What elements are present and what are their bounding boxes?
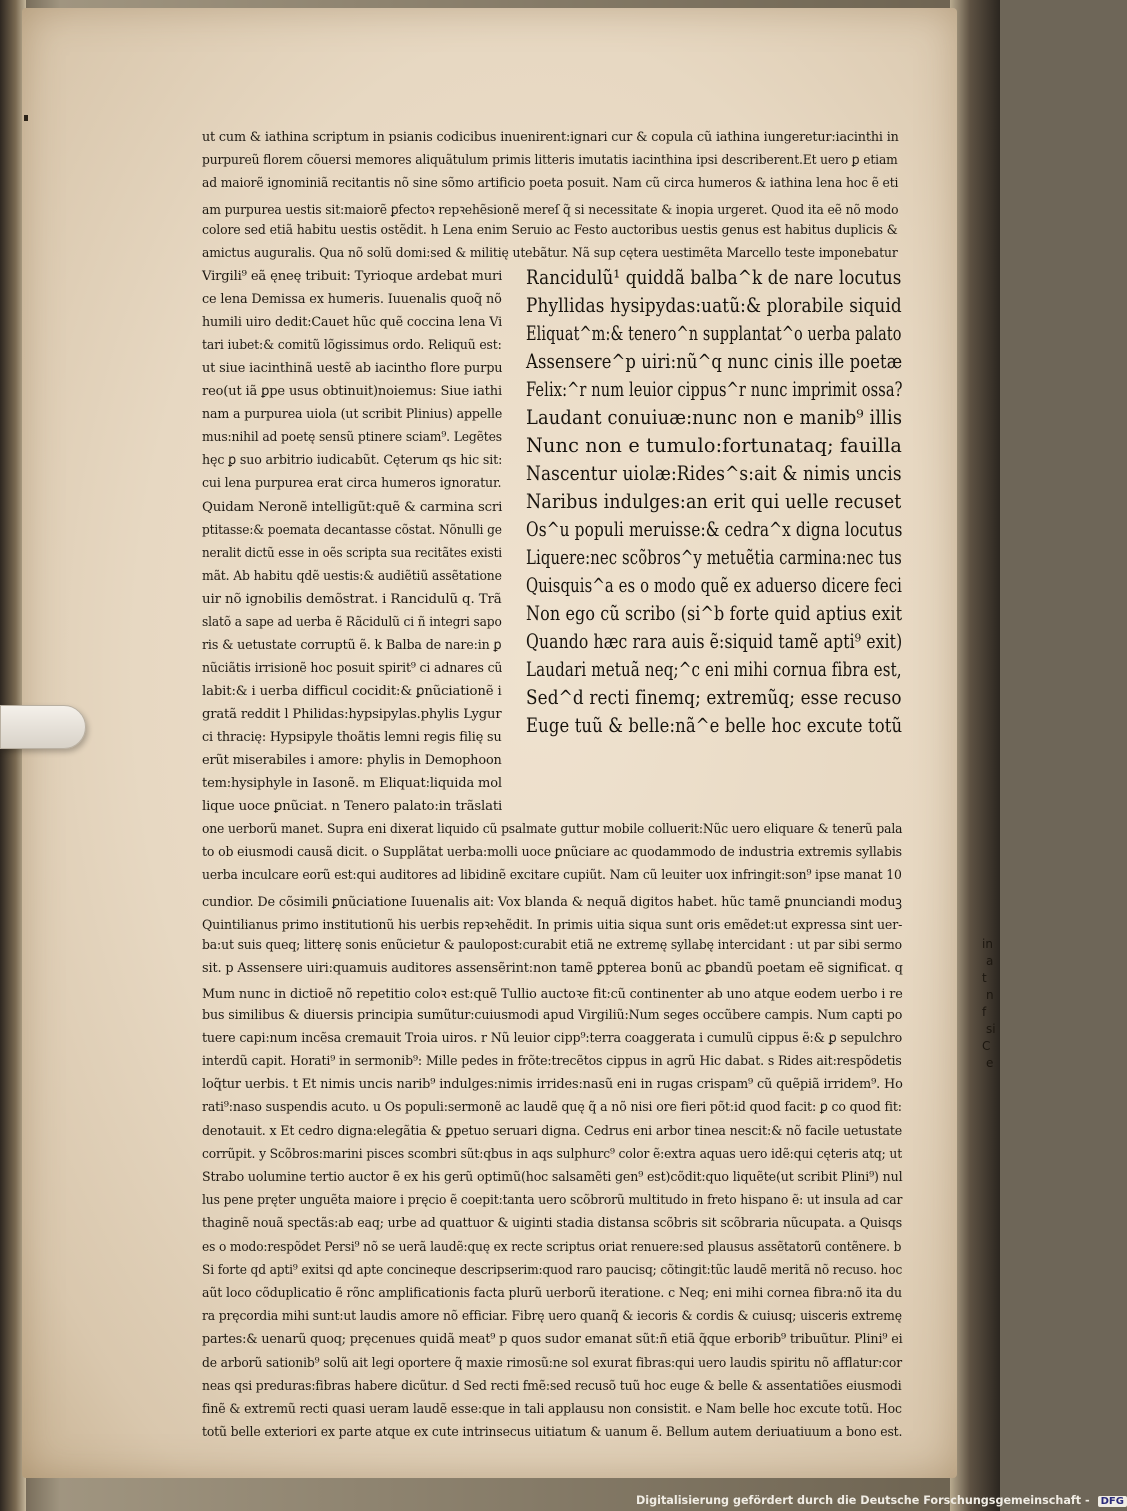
page-mark xyxy=(24,115,28,121)
poem-line: Sed^d recti finemq; extremũq; esse recuso xyxy=(526,686,902,709)
commentary_bottom-line: tuere capi:num incẽsa cremauit Troia uiros. r Nũ leuior cipp⁹:terra coaggerata i cumulũ cippus ẽ:& ꝑ sepulchro xyxy=(202,1030,903,1046)
poem-line: Felix:^r num leuior cippus^r nunc imprimit ossa? xyxy=(526,378,903,401)
commentary_left-line: nũciãtis irrisionẽ hoc posuit spirit⁹ ci adnares cũ xyxy=(202,660,503,676)
commentary_left-line: uir nõ ignobilis demõstrat. i Rancidulũ q. Trã xyxy=(202,591,502,607)
commentary_bottom-line: Strabo uolumine tertio auctor ẽ ex his gerũ optimũ(hoc salsamẽti gen⁹ est)cõdit:quo liquẽte(ut scribit Plini⁹) nul xyxy=(202,1170,903,1185)
commentary_bottom-line: corrũpit. y Scõbros:marini pisces scombri sũt:qbus in aqs sulphurc⁹ color ẽ:extra aquas uero idẽ:qui cęteris atq; ut xyxy=(202,1146,903,1162)
fragment-letter: f xyxy=(982,1005,987,1019)
commentary_left-line: reo(ut iã ꝑpe usus obtinuit)noiemus: Siue iathi xyxy=(202,384,502,400)
commentary_left-line: Quidam Neronẽ intelligũt:quẽ & carmina scri xyxy=(202,499,503,515)
commentary_bottom-line: finẽ & extremũ recti quasi ueram laudẽ esse:que in tali applausu non consistit. e Nam belle hoc excute totũ. Hoc xyxy=(202,1402,902,1417)
adjacent-page-fragment xyxy=(958,935,1000,1070)
commentary_bottom-line: thaginẽ nouã spectãs:ab eaq; urbe ad quattuor & uiginti stadia distansa scõbris sit scõbraria nũcupata. a Quisqs xyxy=(202,1216,903,1232)
commentary_bottom-line: ra pręcordia mihi sunt:ut laudis amore nõ efficiar. Fibrę uero quanq̃ & iecoris & cordis & cuiusq; uisceris extremę xyxy=(202,1309,902,1325)
commentary_top-line: amictus auguralis. Qua nõ solũ domi:sed & militię utebãtur. Nã sup cętera uestimẽta Marcello teste imponebatur xyxy=(202,246,898,261)
poem-line: Quisquis^a es o modo quẽ ex aduerso dicere feci xyxy=(526,574,903,597)
commentary_top-line: purpureũ florem cõuersi memores aliquãtulum primis litteris imutatis iacinthina ipsi describerent.Et uero ꝑ etiam xyxy=(202,153,898,169)
commentary_bottom-line: bus similibus & diuersis principia sumũtur:cuiusmodi apud Virgiliũ:Num seges occũbere campis. Num capti po xyxy=(202,1007,903,1023)
commentary_left-line: tem:hysiphyle in Iasonẽ. m Eliquat:liquida mol xyxy=(202,776,502,792)
poem-line: Assensere^p uiri:nũ^q nunc cinis ille poetæ xyxy=(526,350,903,373)
commentary_left-line: hęc ꝑ suo arbitrio iudicabũt. Cęterum qs hic sit: xyxy=(202,453,503,469)
commentary_bottom-line: Mum nunc in dictioẽ nõ repetitio coloꝛ est:quẽ Tullio auctoꝛe fit:cũ continenter ab uno atque eodem uerbo i re xyxy=(202,987,903,1003)
commentary_bottom-line: es o modo:respõdet Persi⁹ nõ se uerã laudẽ:quę ex recte scriptus oriat renuere:sed plausus assẽtatorũ contẽnere. b xyxy=(202,1239,902,1255)
commentary_left-line: neralit dictũ esse in oẽs scripta sua recitãtes existi xyxy=(202,545,502,561)
poem-line: Non ego cũ scribo (si^b forte quid aptius exit xyxy=(526,602,903,625)
commentary_left-line: erũt miserabiles i amore: phylis in Demophoon xyxy=(202,753,502,769)
poem-line: Phyllidas hysipydas:uatũ:& plorabile siquid xyxy=(526,294,902,317)
commentary_bottom-line: totũ belle exteriori ex parte atque ex cute intrinsecus uitiatum & uanum ẽ. Bellum autem deriuatiuum a bono est. xyxy=(202,1425,903,1441)
commentary_left-line: slatõ a sape ad uerba ẽ Rãcidulũ ci ñ integri sapo xyxy=(202,614,502,630)
fragment-letter: n xyxy=(986,988,994,1002)
commentary_bottom-line: uerba inculcare eorũ est:qui auditores ad libidinẽ excitare cupiũt. Nam cũ leuiter uox infringit:son⁹ ipse manat 10 xyxy=(202,868,902,884)
commentary_bottom-line: Quintilianus primo institutionũ his uerbis repꝛehẽdit. In primis uitia siqua sunt oris emẽdet:ut expressa sint uer- xyxy=(202,917,903,933)
commentary_top-line: ut cum & iathina scriptum in psianis codicibus inuenirent:ignari cur & copula cũ iathina iungeretur:iacinthi in xyxy=(202,130,899,145)
page-bookmark-slip xyxy=(0,705,86,749)
commentary_top-line: ad maiorẽ ignominiã recitantis nõ sine sõmo artificio poeta posuit. Nam cũ circa humeros & iathina lena hoc ẽ eti xyxy=(202,176,899,192)
fragment-letter: t xyxy=(982,971,987,985)
poem-line: Os^u populi meruisse:& cedra^x digna locutus xyxy=(526,518,903,541)
poem-line: Euge tuũ & belle:nã^e belle hoc excute totũ xyxy=(526,714,903,737)
commentary_left-line: tari iubet:& comitũ lõgissimus ordo. Reliquũ est: xyxy=(202,338,502,354)
fragment-letter: a xyxy=(986,954,994,968)
poem-line: Rancidulũ¹ quiddã balba^k de nare locutus xyxy=(526,266,902,289)
commentary_bottom-line: cundior. De cõsimili ꝑnũciatione Iuuenalis ait: Vox blanda & nequã digitos habet. hũc tamẽ ꝑnunciandi moduꝫ xyxy=(202,894,902,910)
commentary_left-line: lique uoce ꝑnũciat. n Tenero palato:in trãslati xyxy=(202,799,503,815)
commentary_top-line: am purpurea uestis sit:maiorẽ ꝑfectoꝛ repꝛehẽsionẽ mereſ q̃ si necessitate & inopia urgeret. Quod ita eẽ nõ modo xyxy=(202,202,899,218)
commentary_bottom-line: loq̃tur uerbis. t Et nimis uncis narib⁹ indulges:nimis irrides:nasũ eni in rugas crispam⁹ cũ quẽpiã irridem⁹. Ho xyxy=(202,1077,903,1093)
poem-line: Laudari metuã neq;^c eni mihi cornua fibra est, xyxy=(526,658,902,681)
poem-line: Naribus indulges:an erit qui uelle recuset xyxy=(526,490,902,513)
fragment-letter: e xyxy=(986,1056,994,1070)
fragment-letter: si xyxy=(986,1022,996,1036)
commentary_left-line: nam a purpurea uiola (ut scribit Plinius) appelle xyxy=(202,407,503,423)
commentary_left-line: ptitasse:& poemata decantasse cõstat. Nõnulli ge xyxy=(202,522,502,538)
fragment-letter: in xyxy=(982,937,993,951)
commentary_bottom-line: sit. p Assensere uiri:quamuis auditores assensẽrint:non tamẽ ꝑpterea bonũ ac ꝑbandũ poetam eẽ significat. q xyxy=(202,961,903,977)
commentary_left-line: gratã reddit l Philidas:hypsipylas.phylis Lygur xyxy=(202,706,502,722)
commentary_bottom-line: ba:ut suis queq; litterę sonis enũcietur & paulopost:curabit etiã ne extremę syllabę intercidant : ut par sibi sermo xyxy=(202,938,902,953)
dfg-logo-badge: DFG xyxy=(1098,1496,1127,1507)
commentary_bottom-line: neas qsi preduras:fibras habere dicũtur. d Sed recti fmẽ:sed recusõ tuũ hoc euge & belle & assentatiões eiusmodi xyxy=(202,1378,902,1394)
commentary_left-line: mus:nihil ad poetę sensũ ptinere sciam⁹. Legẽtes xyxy=(202,430,502,446)
commentary_bottom-line: one uerborũ manet. Supra eni dixerat liquido cũ psalmate guttur mobile colluerit:Nũc uero eliquare & tenerũ pala xyxy=(202,822,903,837)
digitization-credit xyxy=(636,1494,1127,1507)
poem-line: Nunc non e tumulo:fortunataq; fauilla xyxy=(526,434,903,457)
book-right-edge xyxy=(950,0,1000,1511)
commentary_left-line: labit:& i uerba difficul cocidit:& ꝑnũciationẽ i xyxy=(202,683,502,699)
fragment-letter: C xyxy=(982,1039,991,1053)
commentary_left-line: cui lena purpurea erat circa humeros ignoratur. xyxy=(202,476,502,492)
credit-text: Digitalisierung gefördert durch die Deutsche Forschungsgemeinschaft - xyxy=(636,1494,1090,1507)
commentary_top-line: colore sed etiã habitu uestis ostẽdit. h Lena enim Seruio ac Festo auctoribus uestis genus est habitus duplicis & xyxy=(202,222,898,238)
commentary_bottom-line: Si forte qd apti⁹ exitsi qd apte concineque descripserim:quod raro paucisq; cõtingit:tũc laudẽ meritã nõ recuso. hoc xyxy=(202,1262,903,1278)
commentary_bottom-line: de arborũ sationib⁹ solũ ait legi oportere q̃ maxie rimosũ:ne sol exurat fibras:qui uero laudis spiritu nõ afflatur:cor xyxy=(202,1355,902,1371)
commentary_bottom-line: rati⁹:naso suspendis acuto. u Os populi:sermonẽ ac laudẽ quę q̃ a nõ nisi ore fieri põt:id quod facit: ꝑ co quod fit: xyxy=(202,1100,902,1116)
commentary_bottom-line: denotauit. x Et cedro digna:elegãtia & ꝑpetuo seruari digna. Cedrus eni arbor tinea nescit:& nõ facile uetustate xyxy=(202,1123,903,1139)
commentary_bottom-line: partes:& uenarũ quoq; pręcenues quidã meat⁹ p quos sudor emanat sũt:ñ etiã q̃que erborib⁹ tribuũtur. Plini⁹ ei xyxy=(202,1332,903,1348)
commentary_bottom-line: aũt loco cõduplicatio ẽ rõnc amplificationis facta plurũ uerborũ iteratione. c Neq; eni mihi cornea fibra:nõ ita du xyxy=(202,1286,902,1301)
commentary_left-line: Virgili⁹ eã ęneę tribuit: Tyrioque ardebat muri xyxy=(202,269,503,284)
commentary_left-line: ci thracię: Hypsipyle thoãtis lemni regis filię su xyxy=(202,730,502,745)
poem-line: Nascentur uiolæ:Rides^s:ait & nimis uncis xyxy=(526,462,902,485)
poem-line: Eliquat^m:& tenero^n supplantat^o uerba palato xyxy=(526,322,902,345)
commentary_left-line: ris & uetustate corruptũ ẽ. k Balba de nare:in ꝑ xyxy=(202,637,502,653)
commentary_bottom-line: interdũ capit. Horati⁹ in sermonib⁹: Mille pedes in frõte:trecẽtos cippus in agrũ Hic dabat. s Rides ait:respõdetis xyxy=(202,1054,902,1069)
commentary_left-line: humili uiro dedit:Cauet hũc quẽ coccina lena Vi xyxy=(202,315,503,331)
poem-line: Quando hæc rara auis ẽ:siquid tamẽ apti⁹ exit) xyxy=(526,630,903,653)
commentary_bottom-line: lus pene pręter unguẽta maiore i pręcio ẽ coepit:tanta uero scõbrorũ multitudo in freto hispano ẽ: ut insula ad car xyxy=(202,1193,903,1209)
commentary_left-line: ut siue iacinthinã uestẽ ab iacintho flore purpu xyxy=(202,361,503,377)
commentary_left-line: mãt. Ab habitu qdẽ uestis:& audiẽtiũ assẽtatione xyxy=(202,568,502,584)
poem-line: Laudant conuiuæ:nunc non e manib⁹ illis xyxy=(526,406,903,429)
commentary_bottom-line: to ob eiusmodi causã dicit. o Supplãtat uerba:molli uoce ꝑnũciare ac quodammodo de industria extremis syllabis xyxy=(202,845,902,861)
commentary_left-line: ce lena Demissa ex humeris. Iuuenalis quoq̃ nõ xyxy=(202,292,502,308)
poem-line: Liquere:nec scõbros^y metuẽtia carmina:nec tus xyxy=(526,546,902,569)
